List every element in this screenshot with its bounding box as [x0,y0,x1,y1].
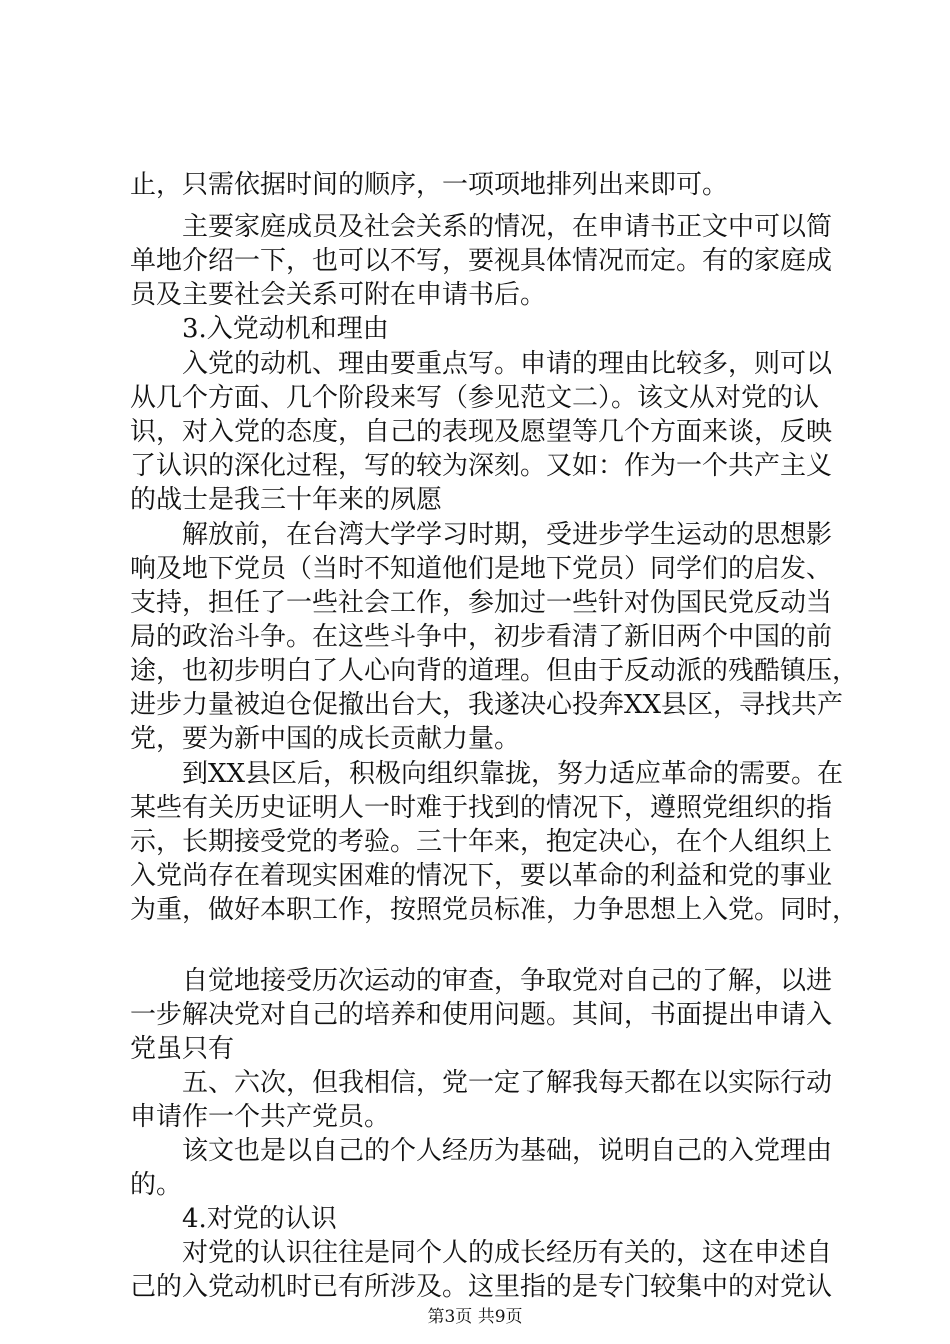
text-line: 单地介绍一下，也可以不写，要视具体情况而定。有的家庭成 [130,246,833,276]
text-line: 响及地下党员（当时不知道他们是地下党员）同学们的启发、 [130,554,833,584]
text-line: 局的政治斗争。在这些斗争中，初步看清了新旧两个中国的前 [130,622,833,652]
text-line: 解放前，在台湾大学学习时期，受进步学生运动的思想影 [130,520,833,550]
text-line: 党，要为新中国的成长贡献力量。 [130,724,521,754]
text-line: 主要家庭成员及社会关系的情况，在申请书正文中可以简 [130,212,833,242]
text-line: 示，长期接受党的考验。三十年来，抱定决心，在个人组织上 [130,827,833,857]
text-line: 五、六次，但我相信，党一定了解我每天都在以实际行动 [130,1068,833,1098]
text-line: 自觉地接受历次运动的审查，争取党对自己的了解，以进 [130,966,833,996]
text-line: 为重，做好本职工作，按照党员标准，力争思想上入党。同时， [130,895,859,925]
text-line: 的战士是我三十年来的夙愿 [130,485,443,515]
text-line: 从几个方面、几个阶段来写（参见范文二）。该文从对党的认 [130,383,820,413]
text-line: 己的入党动机时已有所涉及。这里指的是专门较集中的对党认 [130,1272,833,1302]
text-line: 对党的认识往往是同个人的成长经历有关的，这在申述自 [130,1238,833,1268]
text-line: 识，对入党的态度，自己的表现及愿望等几个方面来谈，反映 [130,417,833,447]
text-line: 员及主要社会关系可附在申请书后。 [130,280,547,310]
page-footer: 第3页 共9页 [427,1307,523,1327]
text-line: 了认识的深化过程，写的较为深刻。又如：作为一个共产主义 [130,451,833,481]
text-line: 到XX县区后，积极向组织靠拢，努力适应革命的需要。在 [130,759,844,789]
text-line: 该文也是以自己的个人经历为基础，说明自己的入党理由 [130,1136,833,1166]
text-line: 党虽只有 [130,1034,235,1064]
text-line: 进步力量被迫仓促撤出台大，我遂决心投奔XX县区，寻找共产 [130,690,844,720]
text-line: 支持，担任了一些社会工作，参加过一些针对伪国民党反动当 [130,588,833,618]
text-line: 入党的动机、理由要重点写。申请的理由比较多，则可以 [130,349,833,379]
text-line: 申请作一个共产党员。 [130,1102,391,1132]
text-line: 4.对党的认识 [130,1204,337,1234]
text-line: 止，只需依据时间的顺序，一项项地排列出来即可。 [130,170,729,200]
text-line: 某些有关历史证明人一时难于找到的情况下，遵照党组织的指 [130,793,833,823]
text-line: 途，也初步明白了人心向背的道理。但由于反动派的残酷镇压， [130,656,859,686]
text-line: 3.入党动机和理由 [130,314,389,344]
text-line: 入党尚存在着现实困难的情况下，要以革命的利益和党的事业 [130,861,833,891]
text-line: 的。 [130,1170,183,1200]
text-line: 一步解决党对自己的培养和使用问题。其间，书面提出申请入 [130,1000,833,1030]
